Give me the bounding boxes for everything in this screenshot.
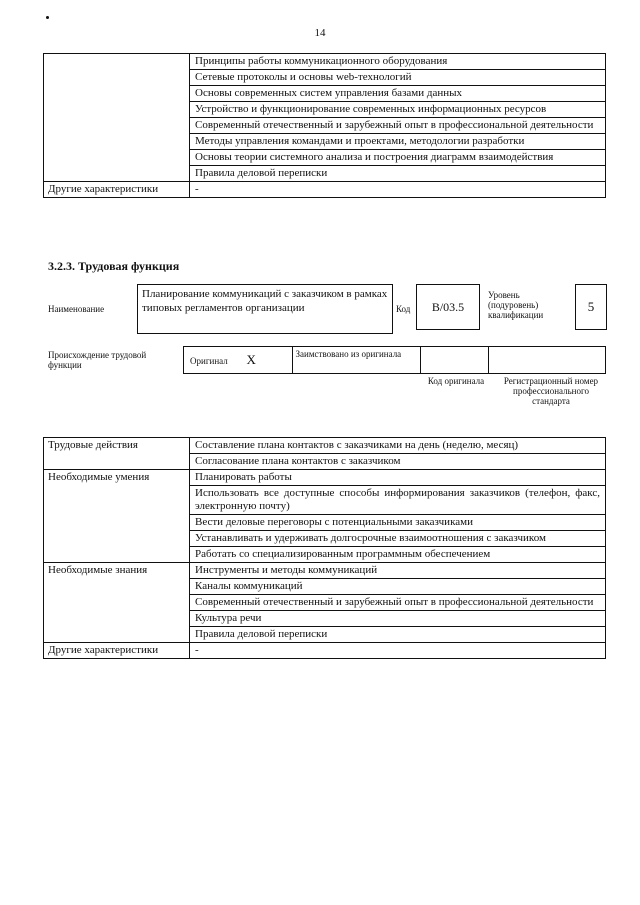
level-value-box: 5 bbox=[575, 284, 607, 330]
table-row bbox=[44, 470, 606, 486]
empty-label-cell bbox=[44, 54, 190, 182]
original-label: Оригинал bbox=[190, 355, 228, 366]
function-details-table bbox=[43, 437, 606, 659]
table-cell: Планировать работы bbox=[190, 470, 606, 486]
function-code-box: B/03.5 bbox=[416, 284, 480, 330]
table-row bbox=[44, 182, 606, 198]
table-row bbox=[44, 54, 606, 70]
table-cell: Культура речи bbox=[190, 611, 606, 627]
table-cell: Инструменты и методы коммуникаций bbox=[190, 563, 606, 579]
table-cell: Основы современных систем управления базами данных bbox=[190, 86, 606, 102]
table-cell: Использовать все доступные способы информирования заказчиков (телефон, факс, электронную почту) bbox=[190, 486, 606, 515]
origin-label: Происхождение трудовой функции bbox=[48, 350, 147, 370]
level-label: Уровень (подуровень) квалификации bbox=[488, 290, 544, 320]
table-cell: Правила деловой переписки bbox=[190, 627, 606, 643]
other-characteristics-label: Другие характеристики bbox=[44, 643, 190, 659]
table-cell: Принципы работы коммуникационного оборудования bbox=[190, 54, 606, 70]
table-cell: Устанавливать и удерживать долгосрочные взаимоотношения с заказчиком bbox=[190, 531, 606, 547]
table-cell: Каналы коммуникаций bbox=[190, 579, 606, 595]
origin-code-cell bbox=[421, 347, 489, 374]
table-cell: Методы управления командами и проектами, методологии разработки bbox=[190, 134, 606, 150]
code-label: Код bbox=[396, 304, 411, 314]
table-cell: Сетевые протоколы и основы web-технологий bbox=[190, 70, 606, 86]
table-row bbox=[44, 438, 606, 454]
borrowed-label: Заимствовано из оригинала bbox=[292, 347, 421, 374]
table-row bbox=[44, 563, 606, 579]
original-cell bbox=[184, 347, 293, 374]
reg-number-cell bbox=[489, 347, 606, 374]
reg-caption: Регистрационный номер профессионального стандарта bbox=[503, 376, 599, 406]
skills-label: Необходимые умения bbox=[44, 470, 190, 563]
table-cell: Современный отечественный и зарубежный опыт в профессиональной деятельности bbox=[190, 118, 606, 134]
other-characteristics-value: - bbox=[190, 182, 606, 198]
table-cell: Вести деловые переговоры с потенциальными заказчиками bbox=[190, 515, 606, 531]
other-characteristics-label: Другие характеристики bbox=[44, 182, 190, 198]
page-number: 14 bbox=[314, 27, 326, 39]
name-label: Наименование bbox=[48, 304, 105, 314]
table-row bbox=[44, 643, 606, 659]
table-cell: Согласование плана контактов с заказчиком bbox=[190, 454, 606, 470]
knowledge-table-continued bbox=[43, 53, 606, 198]
section-title: 3.2.3. Трудовая функция bbox=[48, 259, 180, 273]
other-characteristics-value: - bbox=[190, 643, 606, 659]
table-cell: Составление плана контактов с заказчиками на день (неделю, месяц) bbox=[190, 438, 606, 454]
code-caption: Код оригинала bbox=[427, 376, 485, 386]
table-row bbox=[184, 347, 606, 374]
table-cell: Основы теории системного анализа и построения диаграмм взаимодействия bbox=[190, 150, 606, 166]
table-cell: Современный отечественный и зарубежный опыт в профессиональной деятельности bbox=[190, 595, 606, 611]
table-cell: Устройство и функционирование современных информационных ресурсов bbox=[190, 102, 606, 118]
origin-table bbox=[183, 346, 606, 374]
function-name-box: Планирование коммуникаций с заказчиком в рамках типовых регламентов организации bbox=[137, 284, 393, 334]
table-cell: Работать со специализированным программным обеспечением bbox=[190, 547, 606, 563]
knowledge-label: Необходимые знания bbox=[44, 563, 190, 643]
actions-label: Трудовые действия bbox=[44, 438, 190, 470]
table-cell: Правила деловой переписки bbox=[190, 166, 606, 182]
scan-dot bbox=[46, 16, 49, 19]
original-mark: X bbox=[246, 351, 256, 367]
